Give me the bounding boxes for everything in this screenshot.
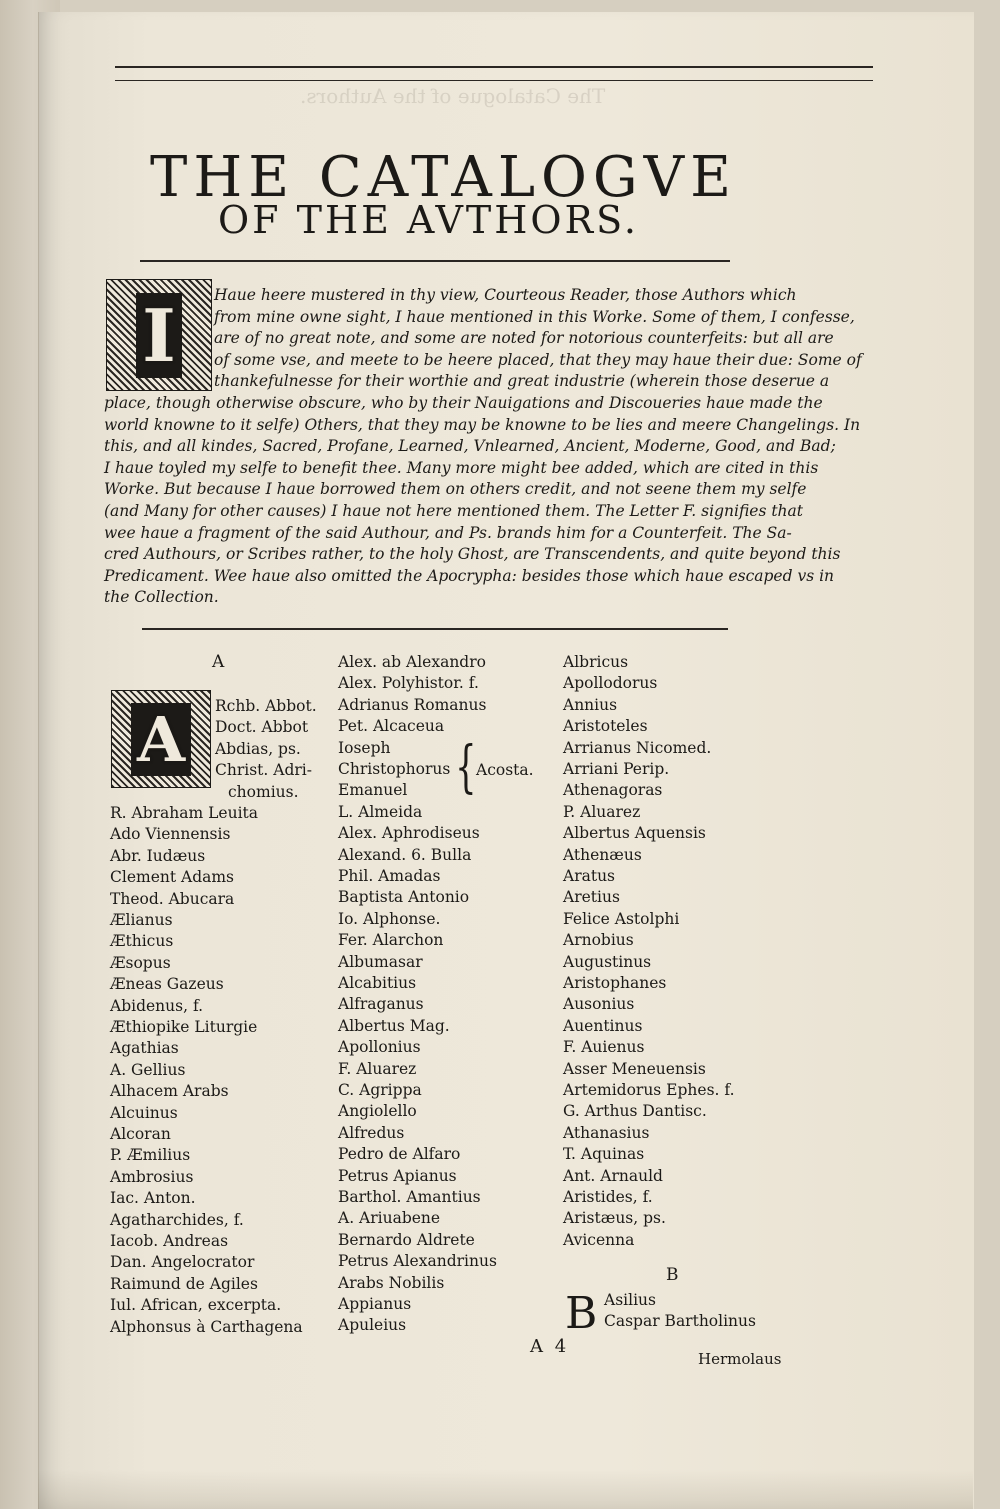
catalogue-column-2	[338, 652, 560, 1342]
author-entry: Æneas Gazeus	[110, 975, 224, 994]
author-entry: L. Almeida	[338, 802, 423, 821]
letter-heading-a: A	[212, 652, 225, 672]
author-entry: T. Aquinas	[563, 1145, 645, 1164]
author-entry: Augustinus	[563, 952, 652, 971]
author-entry: Theod. Abucara	[110, 889, 235, 908]
author-entry: Albertus Mag.	[338, 1016, 450, 1035]
preface-line: place, though otherwise obscure, who by their Nauigations and Discoueries haue made the	[104, 394, 823, 412]
author-entry: Ado Viennensis	[110, 825, 231, 844]
author-entry: Baptista Antonio	[338, 888, 470, 907]
author-entry: Abr. Iudæus	[110, 846, 206, 865]
page-shadow	[38, 1470, 973, 1509]
letter-heading-b: B	[666, 1265, 679, 1285]
author-entry: Athenagoras	[563, 781, 663, 800]
author-entry: Alfraganus	[338, 995, 424, 1014]
preface-line: I haue toyled my selfe to benefit thee. Many more might bee added, which are cited in this	[104, 458, 819, 477]
page-signature: A 4	[530, 1336, 570, 1357]
catchword: Hermolaus	[698, 1350, 782, 1368]
catalogue-column-3	[563, 652, 783, 1262]
author-entry: Abidenus, f.	[110, 996, 204, 1015]
brace-label: Acosta.	[476, 761, 534, 779]
page-title: THE CATALOGVE	[150, 145, 737, 210]
author-entry: Aristophanes	[563, 974, 667, 992]
preface-line: from mine owne sight, I haue mentioned in this Worke. Some of them, I confesse,	[214, 307, 855, 326]
author-entry: Arnobius	[563, 931, 634, 950]
author-entry: Auentinus	[563, 1016, 643, 1035]
author-entry: Phil. Amadas	[338, 867, 441, 885]
author-entry: Iul. African, excerpta.	[110, 1296, 282, 1315]
b-initial: B	[565, 1288, 598, 1339]
author-entry: Athenæus	[563, 845, 642, 864]
author-entry: Æsopus	[110, 953, 171, 972]
author-entry: Alex. Aphrodiseus	[338, 824, 480, 843]
preface-line: thankefulnesse for their worthie and great industrie (wherein those deserue a	[214, 372, 830, 391]
author-entry: Aristides, f.	[563, 1188, 653, 1206]
author-entry: Avicenna	[563, 1230, 635, 1249]
author-entry: Ambrosius	[110, 1167, 194, 1186]
author-entry: Aristoteles	[563, 717, 648, 736]
author-entry: Alcabitius	[338, 974, 417, 992]
top-rule	[115, 66, 873, 68]
author-entry: Aratus	[563, 867, 616, 885]
preface-line: Worke. But because I haue borrowed them on others credit, and not seene them my selfe	[104, 480, 807, 499]
author-entry: A. Gellius	[110, 1060, 186, 1079]
author-entry: Agathias	[110, 1039, 179, 1058]
preface-line: wee haue a fragment of the said Authour, and Ps. brands him for a Counterfeit. The Sa-	[104, 523, 792, 542]
author-entry: Alexand. 6. Bulla	[338, 845, 472, 864]
author-entry: Abdias, ps.	[215, 739, 301, 758]
author-entry: Felice Astolphi	[563, 909, 680, 928]
author-entry: Alphonsus à Carthagena	[110, 1317, 303, 1336]
author-entry: Apuleius	[338, 1316, 407, 1335]
author-entry: Alcuinus	[110, 1103, 178, 1122]
preface-line: cred Authours, or Scribes rather, to the holy Ghost, are Transcendents, and quite beyond this	[104, 545, 841, 564]
preface-paragraph	[104, 285, 862, 615]
author-entry: Æthiopike Liturgie	[110, 1018, 258, 1036]
author-entry: Ausonius	[563, 995, 635, 1014]
author-entry: Ant. Arnauld	[563, 1166, 663, 1185]
author-entry: Petrus Apianus	[338, 1166, 457, 1185]
author-entry: Apollonius	[338, 1038, 421, 1057]
author-entry: Christophorus	[338, 760, 451, 778]
author-entry: Alex. Polyhistor. f.	[338, 674, 479, 693]
preface-line: Haue heere mustered in thy view, Courteous Reader, those Authors which	[214, 286, 797, 304]
author-entry: Arriani Perip.	[563, 760, 670, 778]
author-entry: Alex. ab Alexandro	[338, 653, 486, 671]
author-entry: P. Æmilius	[110, 1146, 191, 1165]
author-entry: Emanuel	[338, 781, 408, 800]
author-entry: Asser Meneuensis	[563, 1059, 706, 1078]
author-entry: Rchb. Abbot.	[215, 697, 317, 715]
author-entry: Agatharchides, f.	[110, 1210, 244, 1229]
author-entry: Arrianus Nicomed.	[563, 738, 712, 757]
author-entry: Appianus	[338, 1295, 412, 1313]
author-entry: Artemidorus Ephes. f.	[563, 1081, 735, 1099]
preface-dropcap-letter: I	[136, 293, 182, 378]
author-entry: Ælianus	[110, 911, 173, 929]
preface-line: this, and all kindes, Sacred, Profane, Learned, Vnlearned, Ancient, Moderne, Good, and Bad;	[104, 437, 836, 456]
ghost-header: The Catalogue of the Authors.	[300, 84, 606, 108]
author-entry: Dan. Angelocrator	[110, 1253, 255, 1272]
author-entry: Adrianus Romanus	[338, 695, 487, 714]
author-entry: Apollodorus	[563, 674, 658, 693]
catalogue-dropcap-letter: A	[131, 703, 191, 776]
author-entry: Aretius	[563, 888, 620, 907]
author-entry: Raimund de Agiles	[110, 1274, 258, 1293]
author-entry: P. Aluarez	[563, 802, 641, 821]
author-entry: Pedro de Alfaro	[338, 1145, 461, 1164]
title-rule	[140, 260, 730, 262]
top-rule-thin	[115, 80, 873, 81]
author-entry: Aristæus, ps.	[563, 1209, 666, 1228]
author-entry: G. Arthus Dantisc.	[563, 1102, 707, 1121]
author-entry: F. Aluarez	[338, 1059, 417, 1078]
author-entry: Annius	[563, 695, 618, 714]
author-entry: Ioseph	[338, 738, 391, 757]
author-entry: Clement Adams	[110, 868, 235, 887]
catalogue-rule	[142, 628, 728, 630]
author-entry: Doct. Abbot	[215, 718, 309, 737]
preface-line: of some vse, and meete to be heere placed, that they may haue their due: Some of	[214, 350, 862, 369]
preface-line: world knowne to it selfe) Others, that they may be knowne to be lies and meere Changelings. In	[104, 415, 861, 434]
author-entry: F. Auienus	[563, 1038, 645, 1057]
author-entry: Barthol. Amantius	[338, 1188, 481, 1206]
preface-line: (and Many for other causes) I haue not here mentioned them. The Letter F. signifies that	[104, 502, 804, 520]
catalogue-column-1-list	[110, 803, 340, 1343]
author-entry: Athanasius	[563, 1123, 650, 1142]
author-entry: Christ. Adri-	[215, 761, 312, 780]
author-entry: Albertus Aquensis	[563, 824, 706, 843]
preface-line: Predicament. Wee haue also omitted the Apocrypha: besides those which haue escaped vs in	[104, 566, 835, 585]
author-entry: C. Agrippa	[338, 1081, 422, 1099]
preface-line: the Collection.	[104, 588, 219, 607]
author-entry: Arabs Nobilis	[338, 1273, 445, 1292]
page-subtitle: OF THE AVTHORS.	[218, 198, 639, 242]
catalogue-column-3-b	[604, 1290, 784, 1340]
author-entry: Angiolello	[338, 1102, 417, 1121]
author-entry: Alcoran	[110, 1125, 171, 1143]
preface-line: are of no great note, and some are noted for notorious counterfeits: but all are	[214, 329, 834, 348]
author-entry: A. Ariuabene	[338, 1209, 441, 1228]
brace-mark: {	[455, 735, 477, 800]
author-entry: Albricus	[563, 653, 629, 671]
author-entry: Pet. Alcaceua	[338, 717, 445, 736]
author-entry: Æthicus	[110, 932, 174, 951]
author-entry: Alhacem Arabs	[110, 1082, 229, 1101]
author-entry: Io. Alphonse.	[338, 909, 441, 928]
author-entry: Alfredus	[338, 1123, 405, 1142]
author-entry: Iac. Anton.	[110, 1189, 196, 1208]
author-entry: R. Abraham Leuita	[110, 804, 259, 822]
author-entry: Caspar Bartholinus	[604, 1312, 756, 1331]
author-entry: Albumasar	[338, 952, 423, 971]
author-entry: Fer. Alarchon	[338, 931, 444, 950]
author-entry: Bernardo Aldrete	[338, 1230, 475, 1249]
author-entry: Asilius	[604, 1291, 656, 1309]
author-entry: Iacob. Andreas	[110, 1232, 229, 1250]
author-entry: chomius.	[228, 782, 299, 801]
author-entry: Petrus Alexandrinus	[338, 1252, 497, 1271]
